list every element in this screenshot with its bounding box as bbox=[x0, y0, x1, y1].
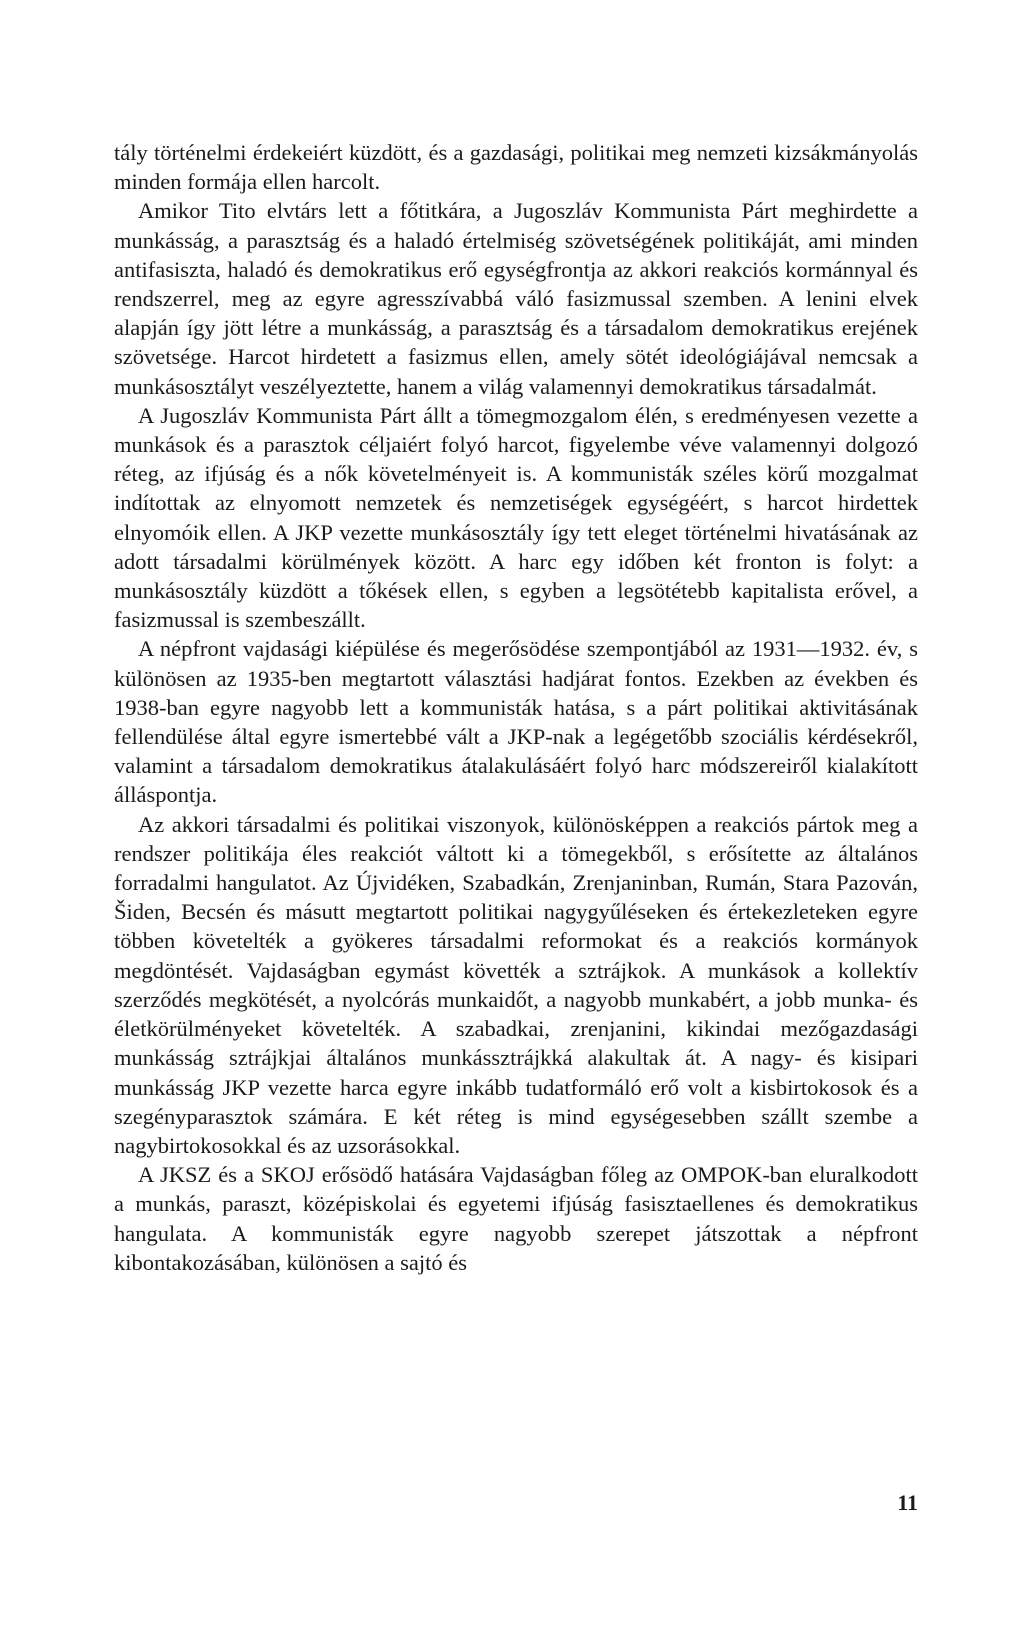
page-number: 11 bbox=[897, 1490, 918, 1515]
paragraph-continuation: tály történelmi érdekeiért küzdött, és a gazdasági, politikai meg nemzeti kizsákmányolás minden formája ellen harcolt. bbox=[114, 140, 918, 195]
paragraph: A népfront vajdasági kiépülése és megerősödése szempontjából az 1931—1932. év, s különösen az 1935-ben megtartott választási hadjárat fontos. Ezekben az években és 1938-ban egyre nagyobb lett a kommunisták hatása, s a párt politikai aktivitásának fellendülése által egyre ismertebbé vált a JKP-nak a legégetőbb szociális kérdésekről, valamint a társadalom demokratikus átalakulásáért folyó harc módszereiről kialakított álláspontja. bbox=[114, 636, 918, 808]
paragraph: Amikor Tito elvtárs lett a főtitkára, a Jugoszláv Kommunista Párt meghirdette a munkásság, a parasztság és a haladó értelmiség szövetségének politikáját, ami minden antifasiszta, haladó és demokratikus erő egységfrontja az akkori reakciós kormánnyal és rendszerrel, meg az egyre agresszívabbá váló fasizmussal szemben. A lenini elvek alapján így jött létre a munkásság, a parasztság és a társadalom demokratikus erejének szövetsége. Harcot hirdetett a fasizmus ellen, amely sötét ideológiájával nemcsak a munkásosztályt veszélyeztette, hanem a világ valamennyi demokratikus társadalmát. bbox=[114, 198, 918, 399]
paragraph: A Jugoszláv Kommunista Párt állt a tömegmozgalom élén, s eredményesen vezette a munkások és a parasztok céljaiért folyó harcot, figyelembe véve valamennyi dolgozó réteg, az ifjúság és a nők követelményeit is. A kommunisták széles körű mozgalmat indítottak az elnyomott nemzetek és nemzetiségek egységéért, s harcot hirdettek elnyomóik ellen. A JKP vezette munkásosztály így tett eleget történelmi hivatásának az adott társadalmi körülmények között. A harc egy időben két fronton is folyt: a munkásosztály küzdött a tőkések ellen, s egyben a legsötétebb kapitalista erővel, a fasizmussal is szembeszállt. bbox=[114, 402, 918, 633]
paragraph: A JKSZ és a SKOJ erősödő hatására Vajdaságban főleg az OMPOK-ban eluralkodott a munkás, paraszt, középiskolai és egyetemi ifjúság fasisztaellenes és demokratikus hangulata. A kommunisták egyre nagyobb szerepet játszottak a népfront kibontakozásában, különösen a sajtó és bbox=[114, 1162, 918, 1275]
paragraph: Az akkori társadalmi és politikai viszonyok, különösképpen a reakciós pártok meg a rendszer politikája éles reakciót váltott ki a tömegekből, s erősítette az általános forradalmi hangulatot. Az Újvidéken, Szabadkán, Zrenjaninban, Rumán, Stara Pazován, Šiden, Becsén és másutt megtartott politikai nagygyűléseken és értekezleteken egyre többen követelték a gyökeres társadalmi reformokat és a reakciós kormányok megdöntését. Vajdaságban egymást követték a sztrájkok. A munkások a kollektív szerződés megkötését, a nyolcórás munkaidőt, a nagyobb munkabért, a jobb munka- és életkörülményeket követelték. A szabadkai, zrenjanini, kikindai mezőgazdasági munkásság sztrájkjai általános munkássztrájkká alakultak át. A nagy- és kisipari munkásság JKP vezette harca egyre inkább tudatformáló erő volt a kisbirtokosok és a szegényparasztok számára. E két réteg is mind egységesebben szállt szembe a nagybirtokosokkal és az uzsorásokkal. bbox=[114, 811, 918, 1158]
body-text bbox=[114, 138, 918, 1277]
